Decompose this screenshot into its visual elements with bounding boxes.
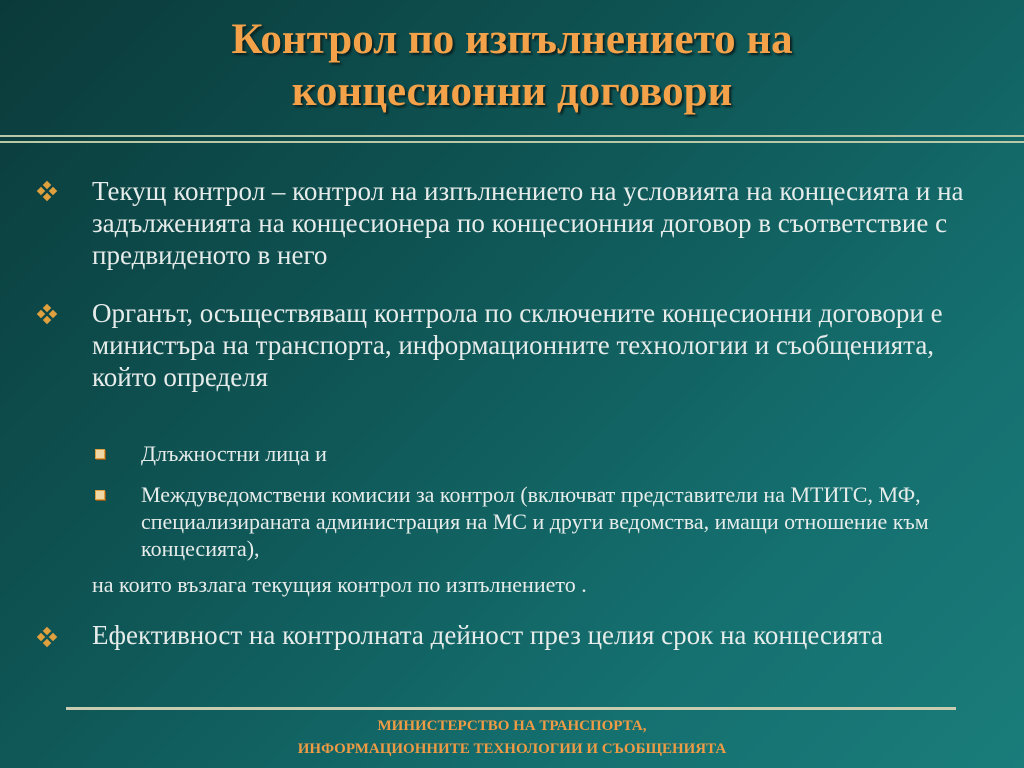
title-divider-top	[0, 135, 1024, 137]
footer-line-2: ИНФОРМАЦИОННИТЕ ТЕХНОЛОГИИ И СЪОБЩЕНИЯТА	[297, 741, 727, 757]
sub-item-1: Длъжностни лица и	[141, 441, 327, 466]
footer-line-1: МИНИСТЕРСТВО НА ТРАНСПОРТА,	[377, 718, 647, 734]
title-divider-bottom	[0, 141, 1024, 143]
slide-title-line-1: Контрол по изпълнението на	[231, 16, 793, 63]
bullet-item-2: Органът, осъществяващ контрола по сключените концесионни договори е министъра на транспорта, информационните технологии и съобщенията, който определя	[92, 298, 943, 392]
footer-divider	[66, 707, 956, 710]
slide-title	[0, 14, 1024, 118]
four-diamond-bullet-icon	[38, 628, 56, 646]
bullet-item-3: Ефективност на контролната дейност през целия срок на концесията	[92, 620, 883, 650]
square-bullet-icon	[95, 490, 105, 500]
four-diamond-bullet-icon	[38, 182, 56, 200]
four-diamond-bullet-icon	[38, 305, 56, 323]
square-bullet-icon	[95, 449, 105, 459]
continuation-text: на които възлага текущия контрол по изпълнението .	[92, 572, 587, 597]
slide-title-line-2: концесионни договори	[291, 68, 733, 115]
sub-item-2: Междуведомствени комисии за контрол (включват представители на МТИТС, МФ, специализираната администрация на МС и други ведомства, имащи отношение към концесията),	[141, 482, 929, 561]
bullet-item-1: Текущ контрол – контрол на изпълнението на условията на концесията и на задълженията на концесионера по концесионния договор в съответствие с предвиденото в него	[92, 176, 964, 270]
